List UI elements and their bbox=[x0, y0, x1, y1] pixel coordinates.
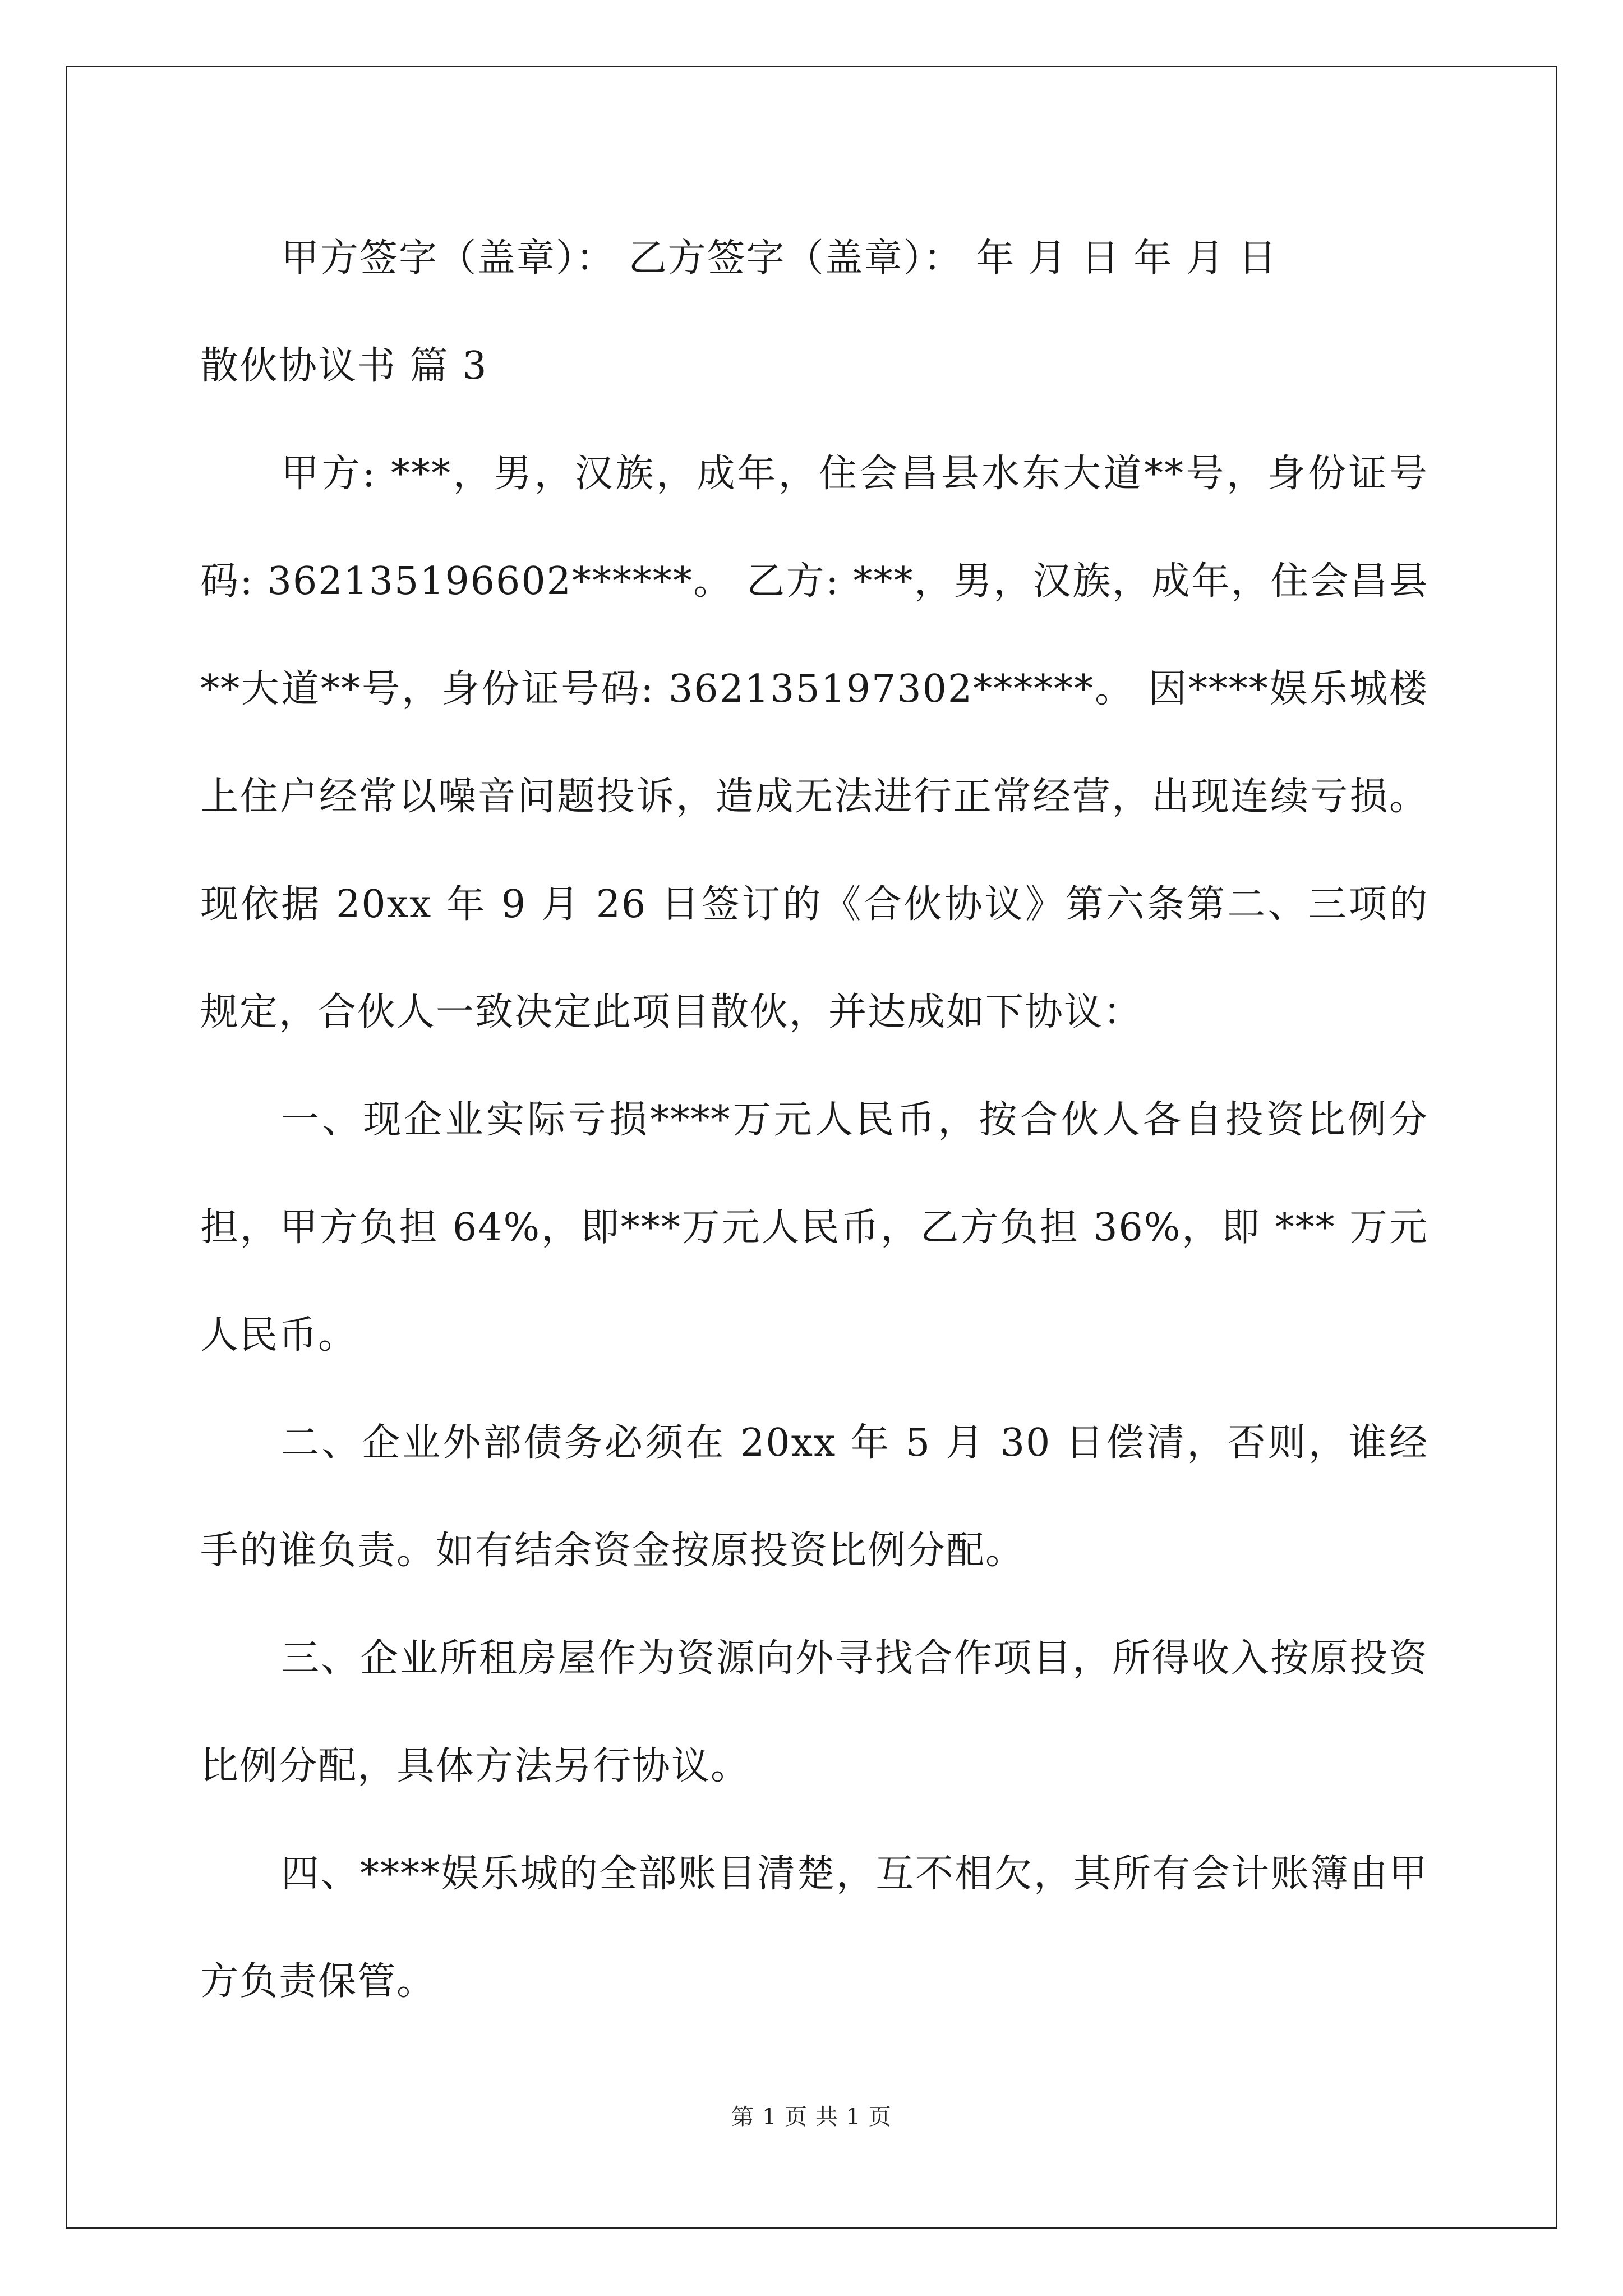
paragraph-parties: 甲方: ***，男，汉族，成年，住会昌县水东大道**号，身份证号码: 362135196602******。 乙方: ***，男，汉族，成年，住会昌县**大道**号，身份证号码: 362135197302******。 因****娱乐城楼上住户经常以噪音问题投诉，造成无法进行正常经营，出现连续亏损。现依据 20xx 年 9 月 26 日签订的《合伙协议》第六条第二、三项的规定，合伙人一致决定此项目散伙，并达成如下协议： bbox=[200, 452, 1428, 1034]
paragraph-clause-3: 三、企业所租房屋作为资源向外寻找合作项目，所得收入按原投资比例分配，具体方法另行协议。 bbox=[200, 1636, 1428, 1788]
section-heading: 散伙协议书 篇 3 bbox=[200, 344, 488, 388]
document-body bbox=[200, 205, 1428, 2036]
page-number-footer: 第 1 页 共 1 页 bbox=[731, 2104, 892, 2130]
paragraph-clause-2: 二、企业外部债务必须在 20xx 年 5 月 30 日偿清，否则，谁经手的谁负责。如有结余资金按原投资比例分配。 bbox=[200, 1421, 1428, 1573]
signature-line: 甲方签字（盖章）： 乙方签字（盖章）： 年 月 日 年 月 日 bbox=[281, 236, 1278, 280]
paragraph-clause-4: 四、****娱乐城的全部账目清楚，互不相欠，其所有会计账簿由甲方负责保管。 bbox=[200, 1852, 1428, 2004]
paragraph-clause-1: 一、现企业实际亏损****万元人民币，按合伙人各自投资比例分担，甲方负担 64%，即***万元人民币，乙方负担 36%，即 *** 万元人民币。 bbox=[200, 1098, 1428, 1358]
